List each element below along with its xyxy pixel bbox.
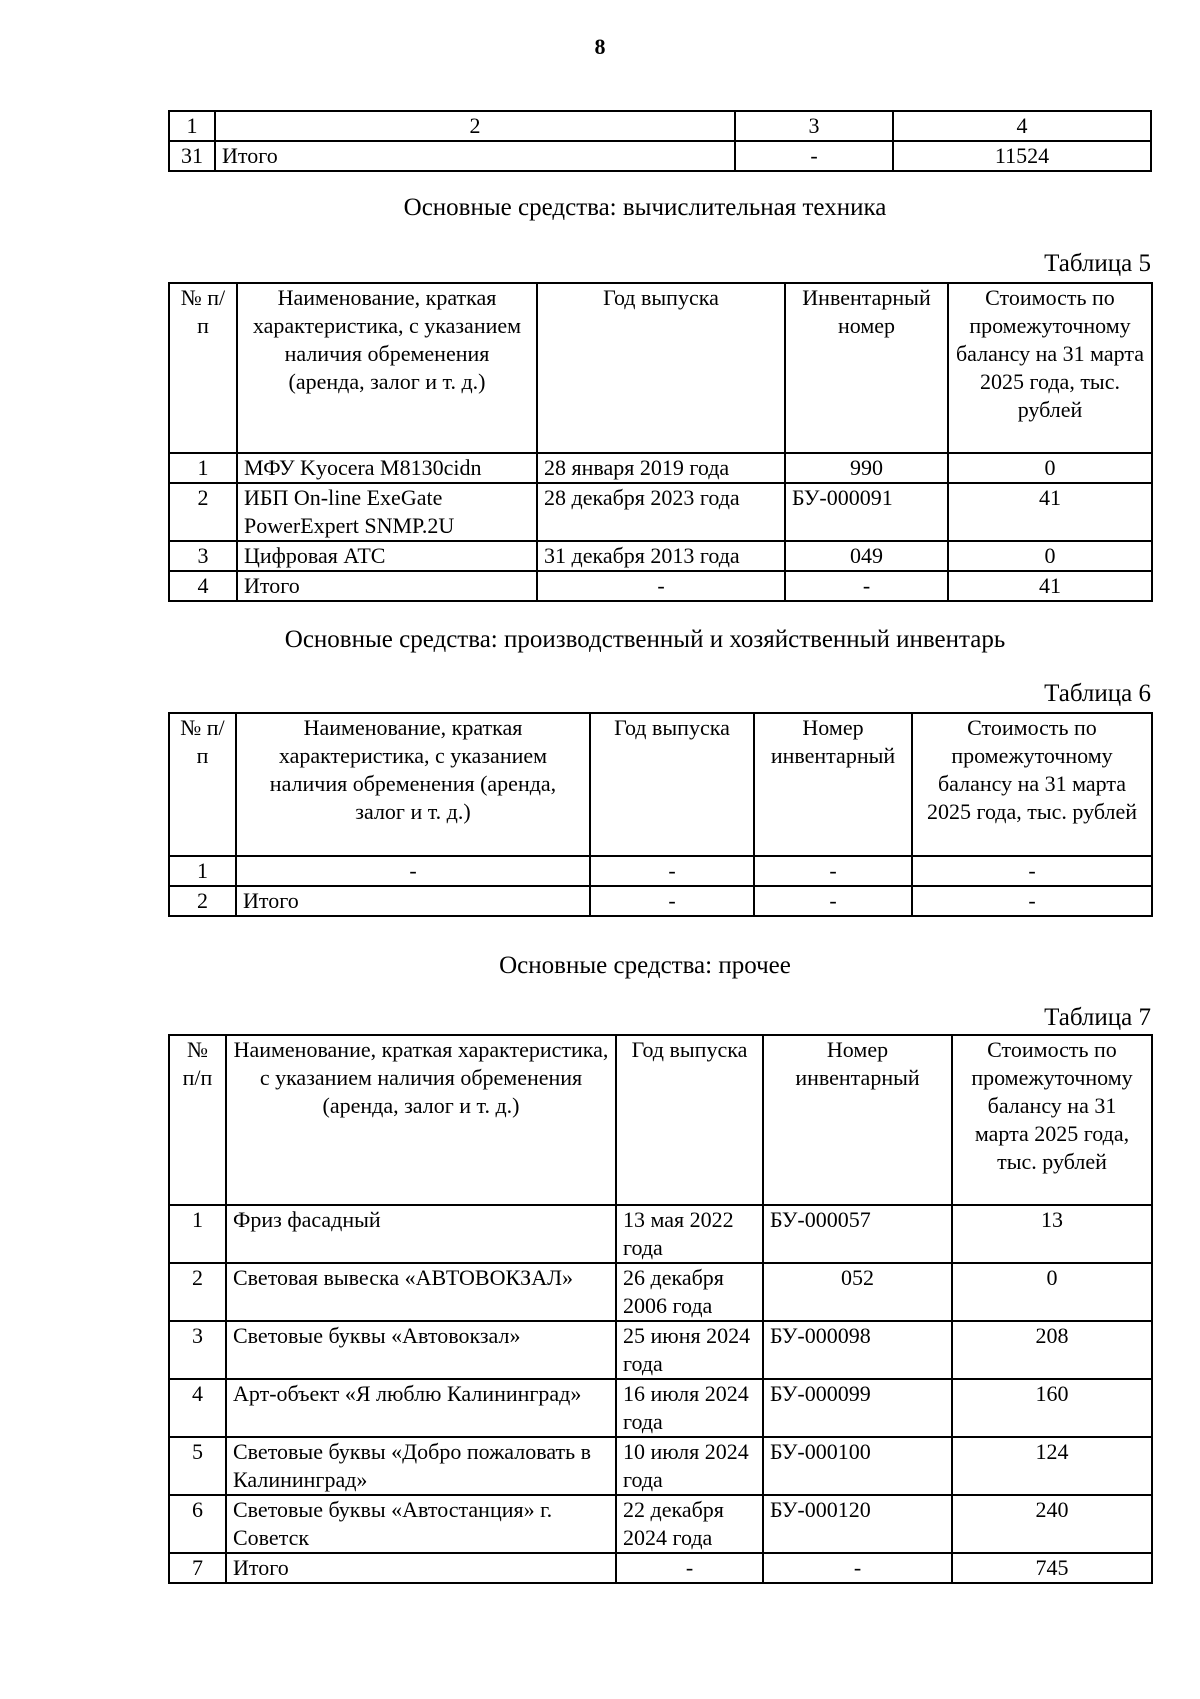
row-cost: 208 — [952, 1321, 1152, 1379]
row-cost: 0 — [948, 541, 1152, 571]
table-row — [169, 571, 1152, 601]
row-name: Арт-объект «Я люблю Калининград» — [226, 1379, 616, 1437]
page-number: 8 — [594, 34, 606, 59]
table-row — [169, 1379, 1152, 1437]
table-row — [169, 1321, 1152, 1379]
row-year: 31 декабря 2013 года — [537, 541, 785, 571]
table-row — [169, 856, 1152, 886]
table-row — [169, 1437, 1152, 1495]
row-inv: БУ-000120 — [763, 1495, 952, 1553]
row-name: Итого — [237, 571, 537, 601]
table-row — [169, 1263, 1152, 1321]
row-inv: - — [754, 886, 912, 916]
header-inv: Инвентарный номер — [785, 283, 948, 453]
table-row — [169, 886, 1152, 916]
row-name: Световые буквы «Автостанция» г. Советск — [226, 1495, 616, 1553]
row-name: Фриз фасадный — [226, 1205, 616, 1263]
row-name: Световые буквы «Добро пожаловать в Калининград» — [226, 1437, 616, 1495]
row-year: 10 июля 2024 года — [616, 1437, 763, 1495]
continuation-table — [168, 110, 1152, 172]
table-header-row — [169, 1035, 1152, 1205]
row-number: 1 — [169, 1205, 226, 1263]
row-cost: 41 — [948, 571, 1152, 601]
row-year: - — [590, 886, 754, 916]
col-index-2: 2 — [215, 111, 735, 141]
table-row — [169, 1553, 1152, 1583]
section-title-inventory: Основные средства: производственный и хозяйственный инвентарь — [284, 626, 1006, 653]
row-year: 22 декабря 2024 года — [616, 1495, 763, 1553]
header-year: Год выпуска — [616, 1035, 763, 1205]
row-inv: - — [785, 571, 948, 601]
row-number: 4 — [169, 1379, 226, 1437]
row-inv: БУ-000091 — [785, 483, 948, 541]
header-year: Год выпуска — [590, 713, 754, 856]
row-year: - — [537, 571, 785, 601]
row-number: 2 — [169, 886, 236, 916]
row-number: 3 — [169, 1321, 226, 1379]
row-name: Световая вывеска «АВТОВОКЗАЛ» — [226, 1263, 616, 1321]
row-year: 16 июля 2024 года — [616, 1379, 763, 1437]
col-index-1: 1 — [169, 111, 215, 141]
row-number: 5 — [169, 1437, 226, 1495]
section-title-other: Основные средства: прочее — [499, 952, 791, 979]
row-number: 31 — [169, 141, 215, 171]
row-inv: БУ-000099 — [763, 1379, 952, 1437]
row-name: Световые буквы «Автовокзал» — [226, 1321, 616, 1379]
row-year: 26 декабря 2006 года — [616, 1263, 763, 1321]
row-number: 1 — [169, 453, 237, 483]
row-inv: - — [763, 1553, 952, 1583]
row-year: - — [616, 1553, 763, 1583]
header-cost: Стоимость по промежуточному балансу на 31 марта 2025 года, тыс. рублей — [948, 283, 1152, 453]
row-year: 13 мая 2022 года — [616, 1205, 763, 1263]
table-header-row — [169, 283, 1152, 453]
header-inv: Номер инвентарный — [754, 713, 912, 856]
table-row — [169, 141, 1151, 171]
table-header-row — [169, 111, 1151, 141]
row-inv: - — [754, 856, 912, 886]
row-inv: 049 — [785, 541, 948, 571]
row-total-value: 11524 — [893, 141, 1151, 171]
row-name: Итого — [215, 141, 735, 171]
row-cost: 745 — [952, 1553, 1152, 1583]
row-name: ИБП On-line ExeGate PowerExpert SNMP.2U — [237, 483, 537, 541]
header-num: № п/п — [169, 283, 237, 453]
table-row — [169, 483, 1152, 541]
header-name: Наименование, краткая характеристика, с указанием наличия обременения (аренда, залог и т. д.) — [236, 713, 590, 856]
section-title-computers: Основные средства: вычислительная техника — [403, 194, 887, 221]
table-caption-6: Таблица 6 — [1044, 680, 1151, 707]
header-cost: Стоимость по промежуточному балансу на 31 марта 2025 года, тыс. рублей — [912, 713, 1152, 856]
row-name: Итого — [236, 886, 590, 916]
row-number: 6 — [169, 1495, 226, 1553]
row-cost: - — [912, 886, 1152, 916]
row-name: Цифровая АТС — [237, 541, 537, 571]
row-year: - — [590, 856, 754, 886]
row-cost: 13 — [952, 1205, 1152, 1263]
row-number: 4 — [169, 571, 237, 601]
table-row — [169, 1495, 1152, 1553]
row-inv: 052 — [763, 1263, 952, 1321]
row-cost: 124 — [952, 1437, 1152, 1495]
row-inv: БУ-000100 — [763, 1437, 952, 1495]
row-number: 1 — [169, 856, 236, 886]
row-year: 28 января 2019 года — [537, 453, 785, 483]
row-number: 2 — [169, 483, 237, 541]
col-index-3: 3 — [735, 111, 893, 141]
table-7 — [168, 1034, 1153, 1584]
table-header-row — [169, 713, 1152, 856]
header-num: № п/п — [169, 1035, 226, 1205]
table-caption-7: Таблица 7 — [1044, 1004, 1151, 1031]
table-caption-5: Таблица 5 — [1044, 250, 1151, 277]
table-row — [169, 1205, 1152, 1263]
row-year: 28 декабря 2023 года — [537, 483, 785, 541]
header-name: Наименование, краткая характеристика, с указанием наличия обременения (аренда, залог и т. д.) — [226, 1035, 616, 1205]
col-index-4: 4 — [893, 111, 1151, 141]
row-inv: 990 — [785, 453, 948, 483]
row-cost: 240 — [952, 1495, 1152, 1553]
row-col3: - — [735, 141, 893, 171]
header-cost: Стоимость по промежуточному балансу на 31 марта 2025 года, тыс. рублей — [952, 1035, 1152, 1205]
row-cost: - — [912, 856, 1152, 886]
header-year: Год выпуска — [537, 283, 785, 453]
table-row — [169, 541, 1152, 571]
row-name: Итого — [226, 1553, 616, 1583]
header-num: № п/п — [169, 713, 236, 856]
row-number: 3 — [169, 541, 237, 571]
table-5 — [168, 282, 1153, 602]
table-6 — [168, 712, 1153, 917]
row-inv: БУ-000098 — [763, 1321, 952, 1379]
row-year: 25 июня 2024 года — [616, 1321, 763, 1379]
row-cost: 0 — [952, 1263, 1152, 1321]
row-name: - — [236, 856, 590, 886]
table-row — [169, 453, 1152, 483]
row-name: МФУ Kyocera M8130cidn — [237, 453, 537, 483]
row-inv: БУ-000057 — [763, 1205, 952, 1263]
row-cost: 160 — [952, 1379, 1152, 1437]
row-cost: 0 — [948, 453, 1152, 483]
header-inv: Номер инвентарный — [763, 1035, 952, 1205]
row-cost: 41 — [948, 483, 1152, 541]
row-number: 7 — [169, 1553, 226, 1583]
row-number: 2 — [169, 1263, 226, 1321]
header-name: Наименование, краткая характеристика, с указанием наличия обременения (аренда, залог и т. д.) — [237, 283, 537, 453]
